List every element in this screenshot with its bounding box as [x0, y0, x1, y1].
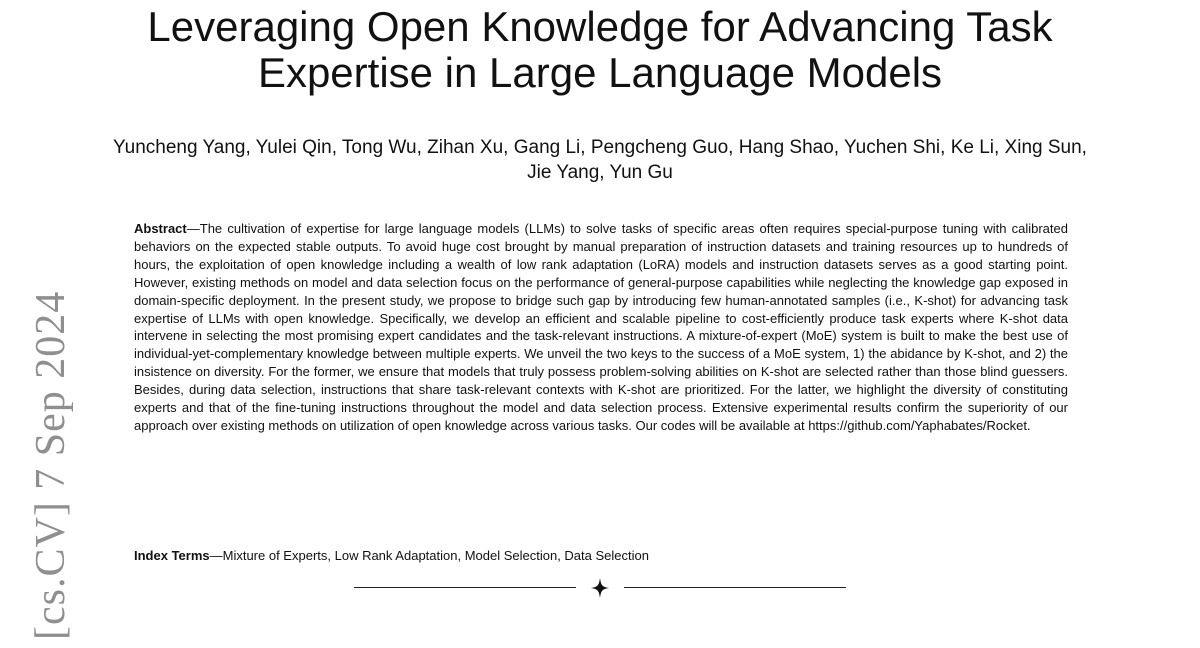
divider-rule-left: [354, 587, 576, 588]
author-list: Yuncheng Yang, Yulei Qin, Tong Wu, Zihan Xu, Gang Li, Pengcheng Guo, Hang Shao, Yuchen Shi, Ke Li, Xing Sun, Jie Yang, Yun Gu: [113, 137, 1087, 183]
divider-rule-right: [624, 587, 846, 588]
section-divider: [354, 577, 846, 599]
abstract-body: —The cultivation of expertise for large language models (LLMs) to solve tasks of specific areas often requires special-purpose tuning with calibrated behaviors on the expected stable outputs. To avoid huge cost brought by manual preparation of instruction datasets and training resources up to hundreds of hours, the exploitation of open knowledge including a wealth of low rank adaptation (LoRA) models and instruction datasets serves as a good starting point. However, existing methods on model and data selection focus on the performance of general-purpose capabilities while neglecting the knowledge gap exposed in domain-specific deployment. In the present study, we propose to bridge such gap by introducing few human-annotated samples (i.e., K-shot) for advancing task expertise of LLMs with open knowledge. Specifically, we develop an efficient and scalable pipeline to cost-efficiently produce task experts where K-shot data intervene in selecting the most promising expert candidates and the task-relevant instructions. A mixture-of-expert (MoE) system is built to make the best use of individual-yet-complementary knowledge between multiple experts. We unveil the two keys to the success of a MoE system, 1) the abidance by K-shot, and 2) the insistence on diversity. For the former, we ensure that models that truly possess problem-solving abilities on K-shot are selected rather than those blind guessers. Besides, during data selection, instructions that share task-relevant contexts with K-shot are prioritized. For the latter, we highlight the diversity of constituting experts and that of the fine-tuning instructions throughout the model and data selection process. Extensive experimental results confirm the superiority of our approach over existing methods on utilization of open knowledge across various tasks. Our codes will be available at https://github.com/Yaphabates/Rocket.: [134, 221, 1068, 433]
index-terms: [134, 547, 1068, 565]
index-terms-body: —Mixture of Experts, Low Rank Adaptation, Model Selection, Data Selection: [209, 548, 649, 563]
abstract: [134, 220, 1068, 435]
paper-title: Leveraging Open Knowledge for Advancing Task Expertise in Large Language Models: [147, 3, 1053, 96]
arxiv-side-stamp: [cs.CV] 7 Sep 2024: [28, 290, 74, 640]
four-point-star-icon: [590, 577, 610, 599]
index-terms-label: Index Terms: [134, 548, 210, 563]
abstract-label: Abstract: [134, 221, 187, 236]
